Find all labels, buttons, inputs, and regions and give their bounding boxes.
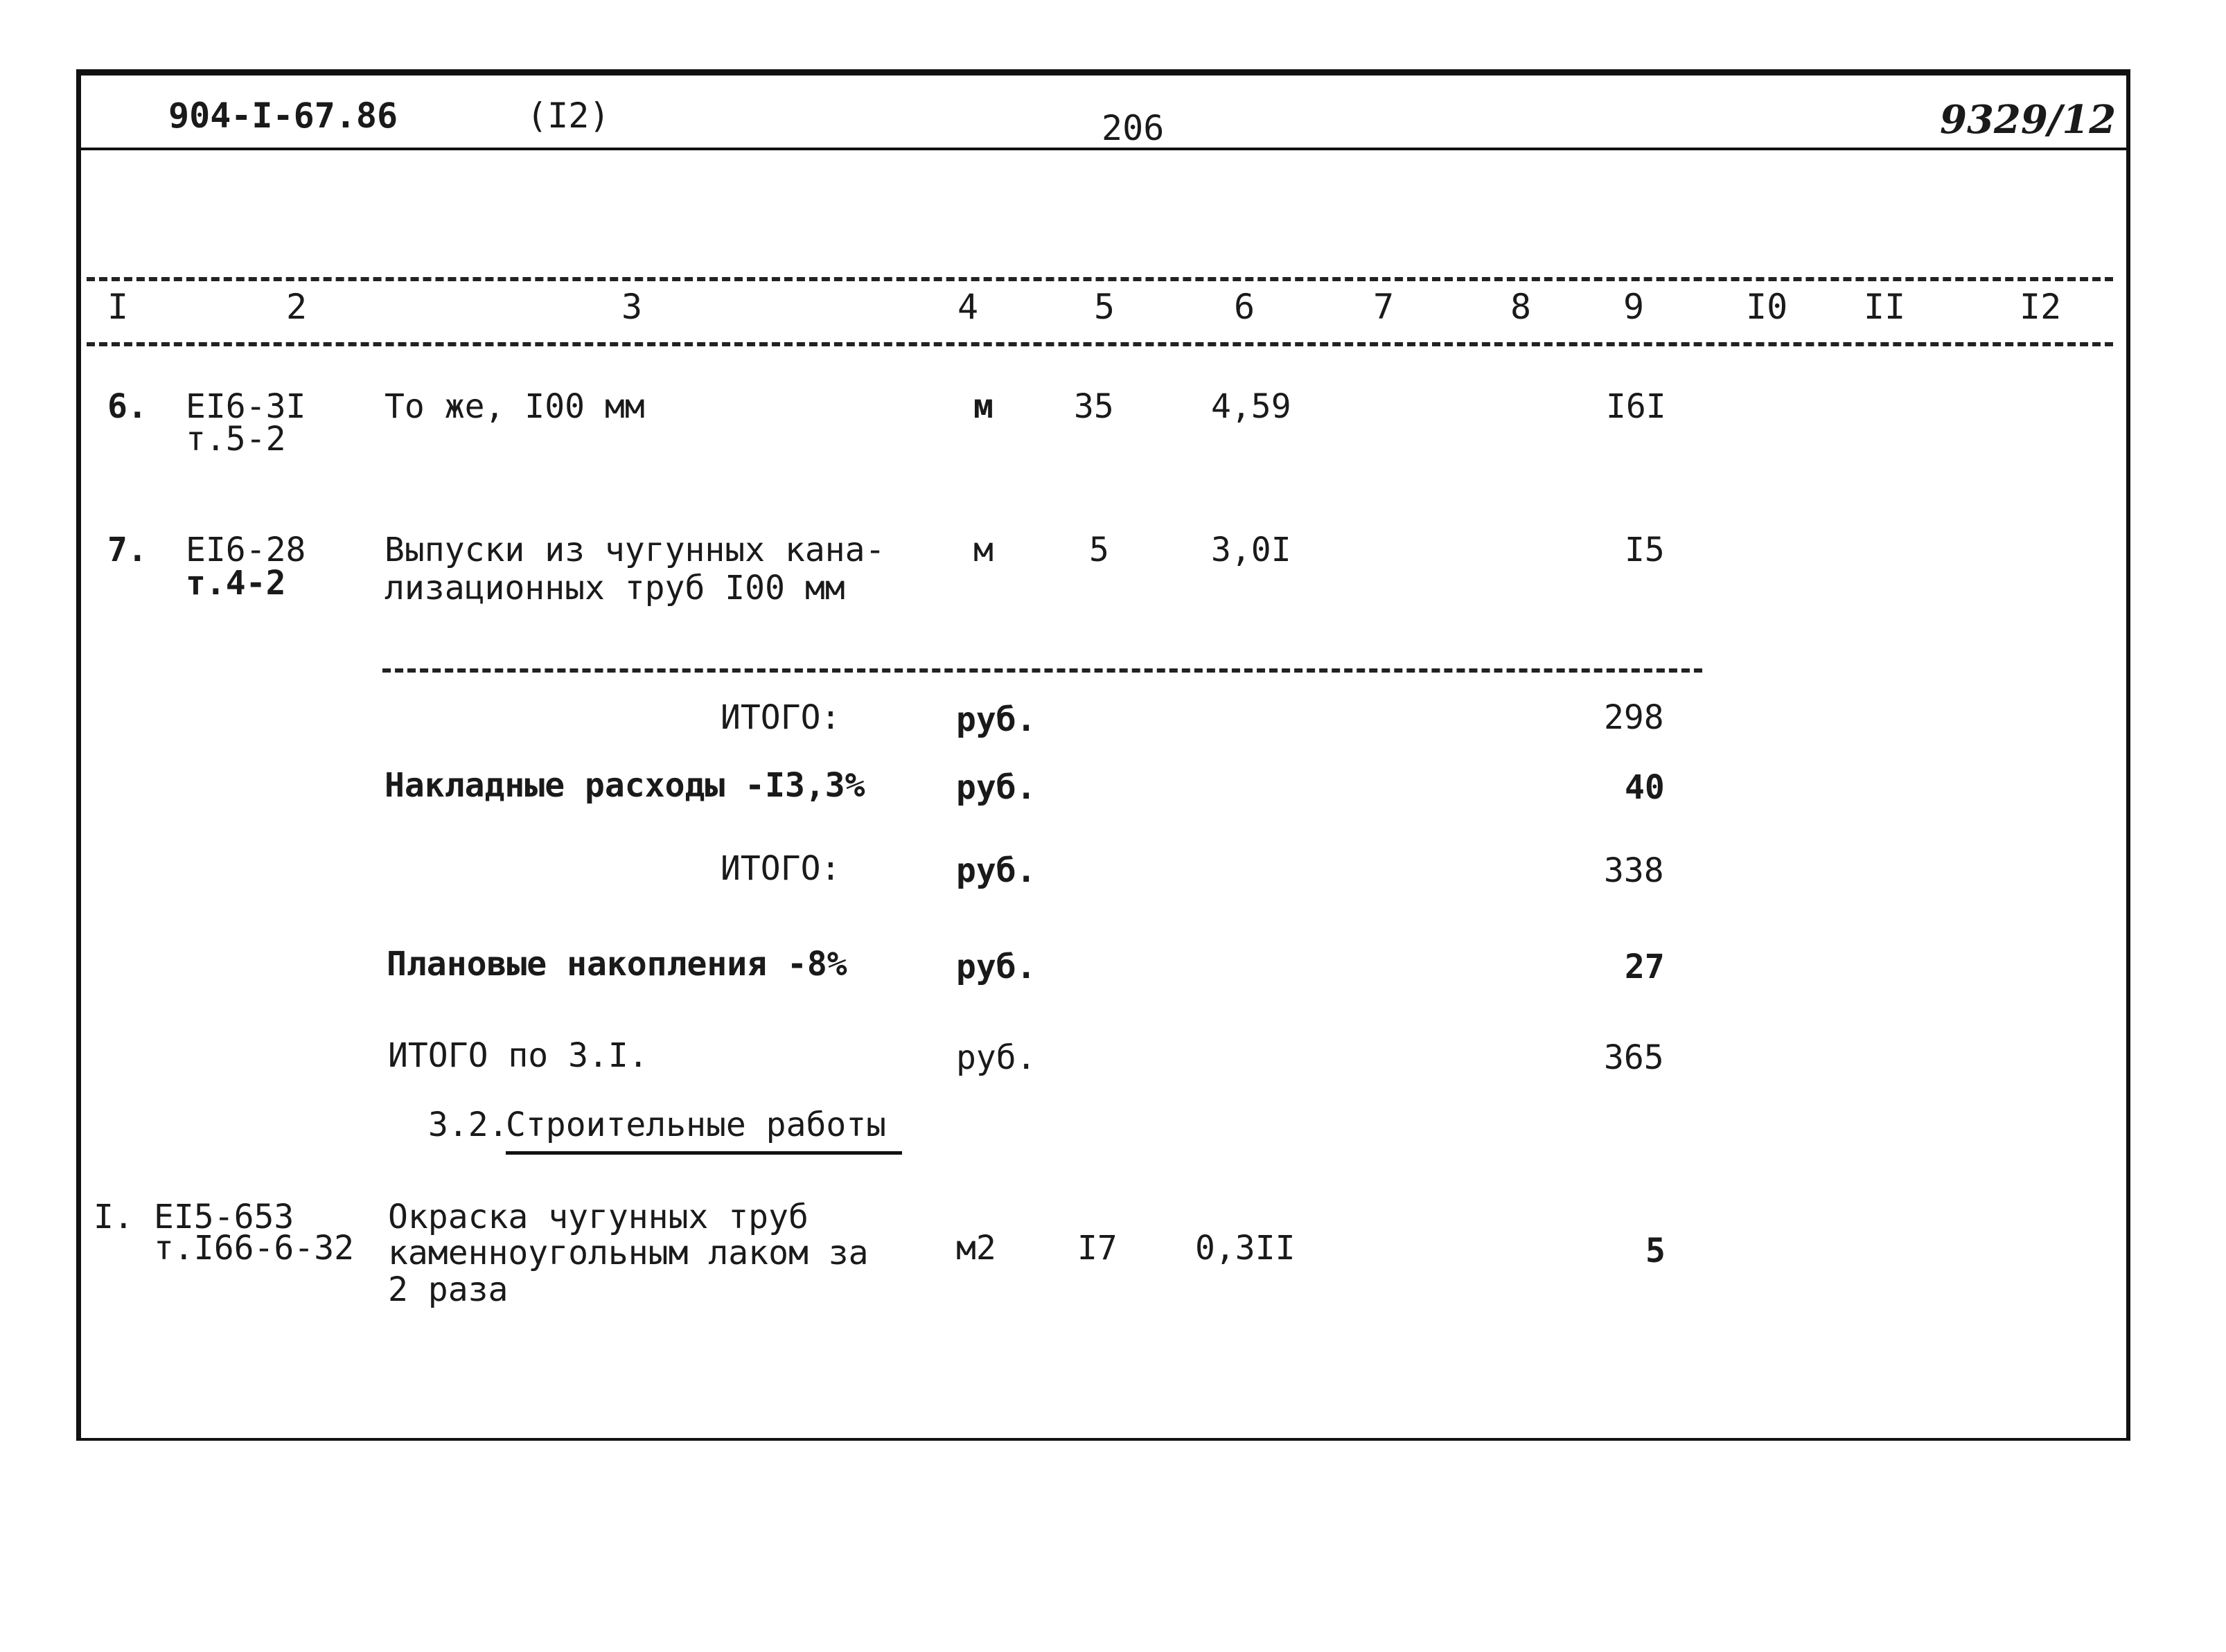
work-description-line2: лизационных труб I00 мм: [385, 569, 845, 607]
summary-total-2: 40: [1625, 768, 1665, 807]
summary-label-itogo-3-1: ИТОГО по 3.I.: [388, 1036, 648, 1075]
work-description-line1: Выпуски из чугунных кана-: [385, 531, 885, 569]
column-header-6: 6: [1234, 287, 1255, 327]
column-header-top-rule: [87, 277, 2113, 281]
unit: м2: [956, 1229, 996, 1268]
unit-price: 4,59: [1211, 387, 1291, 426]
row-number: I.: [94, 1198, 134, 1236]
quantity: I7: [1077, 1229, 1118, 1268]
column-header-7: 7: [1373, 287, 1395, 327]
unit-price: 3,0I: [1211, 531, 1291, 569]
summary-total-3: 338: [1604, 851, 1664, 890]
column-header-8: 8: [1510, 287, 1532, 327]
summary-label-itogo-1: ИТОГО:: [721, 698, 841, 737]
rate-table-ref: т.I66-6-32: [154, 1229, 354, 1268]
summary-unit-4: руб.: [956, 948, 1036, 986]
row-number: 7.: [107, 531, 148, 569]
work-description-line2: каменноугольным лаком за: [388, 1234, 869, 1272]
unit: м: [973, 387, 993, 426]
rate-table-ref: т.4-2: [186, 564, 286, 603]
unit-price: 0,3II: [1195, 1229, 1296, 1268]
summary-total-4: 27: [1625, 948, 1665, 986]
rate-code: EI6-3I: [186, 387, 306, 426]
rate-code: EI5-653: [154, 1198, 294, 1236]
rate-code: EI6-28: [186, 531, 306, 569]
archive-stamp: 9329/12: [1940, 97, 2117, 143]
column-header-1: I: [107, 287, 129, 327]
work-description-line1: Окраска чугунных труб: [388, 1198, 809, 1236]
total-cost: I6I: [1606, 387, 1666, 426]
column-header-4: 4: [957, 287, 979, 327]
summary-unit-3: руб.: [956, 851, 1036, 890]
column-header-9: 9: [1623, 287, 1645, 327]
subtotal-rule: [382, 668, 1702, 673]
section-title-underline: [506, 1151, 902, 1155]
column-header-bottom-rule: [87, 342, 2113, 346]
column-header-3: 3: [621, 287, 643, 327]
unit: м: [973, 531, 993, 569]
quantity: 5: [1089, 531, 1109, 569]
section-title: Строительные работы: [506, 1105, 887, 1144]
summary-unit-1: руб.: [956, 700, 1036, 739]
summary-total-1: 298: [1604, 698, 1664, 737]
column-header-2: 2: [286, 287, 308, 327]
quantity: 35: [1074, 387, 1114, 426]
work-description: То же, I00 мм: [385, 387, 645, 426]
page-number: 206: [1102, 108, 1165, 148]
doc-code: 904-I-67.86: [168, 96, 398, 136]
row-number: 6.: [107, 387, 148, 426]
rate-table-ref: т.5-2: [186, 420, 286, 459]
summary-total-5: 365: [1604, 1038, 1664, 1077]
column-header-5: 5: [1094, 287, 1115, 327]
total-cost: 5: [1645, 1232, 1666, 1270]
summary-label-overhead: Накладные расходы -I3,3%: [385, 766, 865, 805]
total-cost: I5: [1625, 531, 1665, 569]
section-number: 3.2.: [428, 1105, 509, 1144]
summary-unit-5: руб.: [956, 1038, 1036, 1077]
column-header-10: I0: [1746, 287, 1788, 327]
summary-label-planned-savings: Плановые накопления -8%: [387, 945, 847, 984]
column-header-11: II: [1864, 287, 1906, 327]
sheet-ref: (I2): [527, 96, 610, 136]
summary-label-itogo-2: ИТОГО:: [721, 849, 841, 888]
column-header-12: I2: [2020, 287, 2062, 327]
work-description-line3: 2 раза: [388, 1270, 509, 1309]
summary-unit-2: руб.: [956, 768, 1036, 807]
